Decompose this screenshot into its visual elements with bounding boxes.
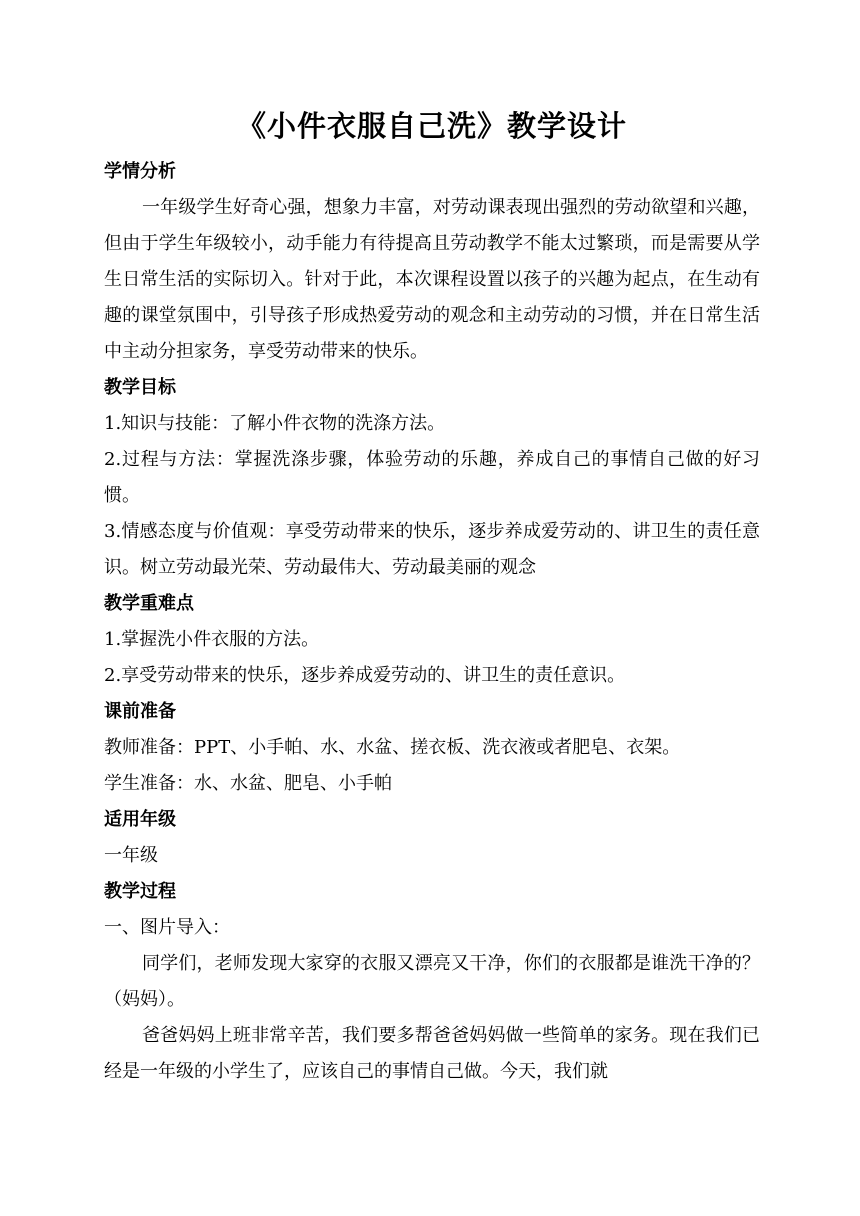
student-preparation: 学生准备：水、水盆、肥皂、小手帕 bbox=[104, 773, 392, 794]
grade-value: 一年级 bbox=[104, 845, 158, 866]
section-heading-preparation: 课前准备 bbox=[104, 701, 176, 722]
document-page bbox=[104, 98, 760, 1090]
key-point-item-2: 2.享受劳动带来的快乐，逐步养成爱劳动的、讲卫生的责任意识。 bbox=[104, 665, 626, 686]
process-paragraph-2: 爸爸妈妈上班非常辛苦，我们要多帮爸爸妈妈做一些简单的家务。现在我们已经是一年级的小学生了，应该自己的事情自己做。今天，我们就 bbox=[104, 1025, 760, 1082]
section-heading-process: 教学过程 bbox=[104, 881, 176, 902]
section-heading-grade: 适用年级 bbox=[104, 809, 176, 830]
section-heading-goals: 教学目标 bbox=[104, 377, 176, 398]
goal-item-1: 1.知识与技能：了解小件衣物的洗涤方法。 bbox=[104, 413, 446, 434]
process-paragraph-1: 同学们，老师发现大家穿的衣服又漂亮又干净，你们的衣服都是谁洗干净的？（妈妈）。 bbox=[104, 953, 760, 1010]
section-heading-key-points: 教学重难点 bbox=[104, 593, 194, 614]
key-point-item-1: 1.掌握洗小件衣服的方法。 bbox=[104, 629, 320, 650]
goal-item-2: 2.过程与方法：掌握洗涤步骤，体验劳动的乐趣，养成自己的事情自己做的好习惯。 bbox=[104, 449, 760, 506]
process-step-1-title: 一、图片导入： bbox=[104, 917, 230, 938]
analysis-paragraph: 一年级学生好奇心强，想象力丰富，对劳动课表现出强烈的劳动欲望和兴趣，但由于学生年级较小，动手能力有待提高且劳动教学不能太过繁琐，而是需要从学生日常生活的实际切入。针对于此，本次课程设置以孩子的兴趣为起点，在生动有趣的课堂氛围中，引导孩子形成热爱劳动的观念和主动劳动的习惯，并在日常生活中主动分担家务，享受劳动带来的快乐。 bbox=[104, 197, 760, 362]
section-heading-analysis: 学情分析 bbox=[104, 161, 176, 182]
goal-item-3: 3.情感态度与价值观：享受劳动带来的快乐，逐步养成爱劳动的、讲卫生的责任意识。树立劳动最光荣、劳动最伟大、劳动最美丽的观念 bbox=[104, 521, 760, 578]
teacher-preparation: 教师准备：PPT、小手帕、水、水盆、搓衣板、洗衣液或者肥皂、衣架。 bbox=[104, 737, 681, 758]
page-title: 《小件衣服自己洗》教学设计 bbox=[236, 109, 627, 143]
